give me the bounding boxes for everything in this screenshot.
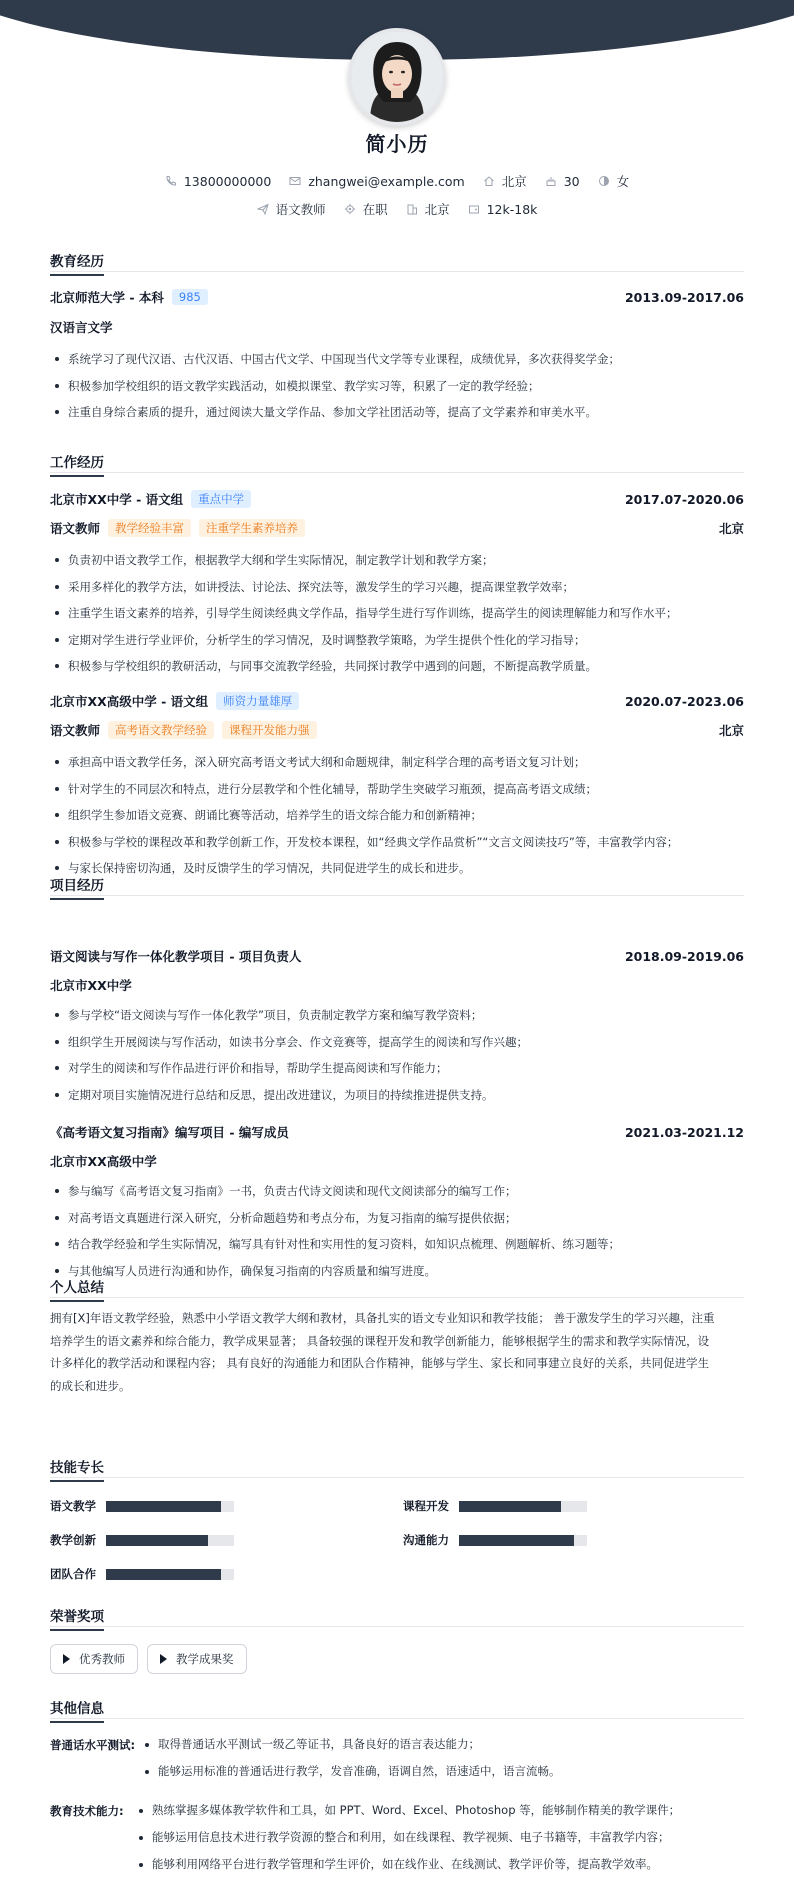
salary-item	[468, 202, 538, 217]
education-major-row	[50, 318, 744, 336]
work-1-role-row	[50, 721, 744, 739]
age-item	[545, 174, 580, 189]
list-item: 能够运用标准的普通话进行教学，发音准确，语调自然，语速适中，语言流畅。	[140, 1758, 561, 1785]
section-divider	[50, 472, 744, 473]
summary-line: 培养学生的语文素养和综合能力，教学成果显著； 具备较强的课程开发和教学创新能力，能够根据学生的需求和教学实际情况，设	[50, 1333, 710, 1348]
gender-item	[598, 172, 630, 190]
skill-item	[403, 1498, 587, 1514]
list-item: 结合教学经验和学生实际情况，编写具有针对性和实用性的复习资料，如知识点梳理、例题解析、练习题等；	[50, 1231, 750, 1258]
skill-item	[50, 1498, 234, 1514]
location-item	[483, 172, 527, 190]
award-label: 优秀教师	[79, 1652, 125, 1666]
major: 汉语言文学	[50, 320, 113, 335]
age-text: 30	[563, 173, 580, 189]
list-item: 承担高中语文教学任务，深入研究高考语文考试大纲和命题规律，制定科学合理的高考语文复习计划；	[50, 749, 750, 776]
job-intent-row	[0, 200, 794, 218]
skill-item	[50, 1532, 234, 1548]
role-tag: 注重学生素养培养	[199, 519, 305, 537]
gear-icon	[344, 203, 356, 215]
candidate-name: 简小历	[365, 132, 429, 156]
skill-bar	[459, 1535, 587, 1546]
city-item	[406, 200, 450, 218]
skill-bar	[106, 1569, 234, 1580]
email-text: zhangwei@example.com	[308, 173, 465, 189]
work-0-bullets	[50, 547, 750, 680]
section-divider	[50, 895, 744, 896]
play-icon	[63, 1654, 70, 1664]
summary-line: 计多样化的教学活动和课程内容； 具有良好的沟通能力和团队合作精神，能够与学生、家长和同事建立良好的关系，共同促进学生	[50, 1356, 710, 1370]
list-item: 熟练掌握多媒体教学软件和工具，如 PPT、Word、Excel、Photoshop 等，能够制作精美的教学课件；	[134, 1797, 680, 1824]
project-1-header	[50, 1123, 744, 1141]
list-item: 注重自身综合素质的提升，通过阅读大量文学作品、参加文学社团活动等，提高了文学素养和审美水平。	[50, 399, 750, 426]
list-item: 与家长保持密切沟通，及时反馈学生的学习情况，共同促进学生的成长和进步。	[50, 855, 750, 882]
skill-item	[403, 1532, 587, 1548]
project-org: 北京市XX中学	[50, 978, 132, 993]
wallet-icon	[468, 203, 480, 215]
phone-icon	[165, 175, 177, 187]
skill-name: 沟通能力	[403, 1533, 449, 1547]
skill-fill	[106, 1569, 221, 1580]
skill-fill	[459, 1501, 561, 1512]
list-item: 系统学习了现代汉语、古代汉语、中国古代文学、中国现当代文学等专业课程，成绩优异，多次获得奖学金；	[50, 346, 750, 373]
summary-line: 的成长和进步。	[50, 1378, 131, 1393]
award-badge	[50, 1644, 138, 1674]
section-title-other: 其他信息	[50, 1697, 104, 1717]
list-item: 定期对学生进行学业评价，分析学生的学习情况，及时调整教学策略，为学生提供个性化的学习指导；	[50, 627, 750, 654]
list-item: 定期对项目实施情况进行总结和反思，提出改进建议，为项目的持续推进提供支持。	[50, 1082, 750, 1109]
project-0-header	[50, 947, 744, 965]
skill-bar	[106, 1501, 234, 1512]
section-title-summary: 个人总结	[50, 1276, 104, 1296]
education-date: 2013.09-2017.06	[624, 289, 744, 305]
list-item: 积极参与学校组织的教研活动，与同事交流教学经验，共同探讨教学中遇到的问题，不断提高教学质量。	[50, 653, 750, 680]
section-divider	[50, 1297, 744, 1298]
skill-bar	[459, 1501, 587, 1512]
work-1-bullets	[50, 749, 750, 882]
phone-text: 13800000000	[183, 173, 272, 189]
list-item: 能够利用网络平台进行教学管理和学生评价，如在线作业、在线测试、教学评价等，提高教学效率。	[134, 1851, 680, 1878]
skill-name: 团队合作	[50, 1567, 96, 1581]
skill-fill	[106, 1501, 221, 1512]
list-item: 负责初中语文教学工作，根据教学大纲和学生实际情况，制定教学计划和教学方案；	[50, 547, 750, 574]
avatar	[348, 28, 446, 126]
building-icon	[406, 203, 418, 215]
city-text: 北京	[424, 202, 450, 217]
award-label: 教学成果奖	[176, 1652, 234, 1666]
company-name: 北京市XX高级中学 - 语文组	[50, 694, 209, 709]
contact-row	[0, 172, 794, 190]
award-badge	[147, 1644, 247, 1674]
project-0-org-row	[50, 976, 744, 994]
section-title-projects: 项目经历	[50, 874, 104, 894]
work-date: 2017.07-2020.06	[624, 491, 744, 507]
other-list	[134, 1797, 680, 1878]
company-tag: 师资力量雄厚	[216, 692, 299, 710]
skill-bar	[106, 1535, 234, 1546]
email-item	[289, 174, 464, 189]
skill-fill	[106, 1535, 208, 1546]
summary-line: 拥有[X]年语文教学经验，熟悉中小学语文教学大纲和教材，具备扎实的语文专业知识和教学技能； 善于激发学生的学习兴趣，注重	[50, 1311, 715, 1325]
work-1-header	[50, 692, 744, 710]
section-title-work: 工作经历	[50, 451, 104, 471]
list-item: 能够运用信息技术进行教学资源的整合和利用，如在线课程、教学视频、电子书籍等，丰富教学内容；	[134, 1824, 680, 1851]
play-icon	[160, 1654, 167, 1664]
position-text: 语文教师	[275, 202, 326, 217]
cake-icon	[545, 175, 557, 187]
location-text: 北京	[501, 174, 527, 189]
section-divider	[50, 1718, 744, 1719]
project-0-bullets	[50, 1002, 750, 1108]
home-icon	[483, 175, 495, 187]
role: 语文教师	[50, 521, 101, 536]
status-text: 在职	[362, 202, 388, 217]
list-item: 对学生的阅读和写作作品进行评价和指导，帮助学生提高阅读和写作能力；	[50, 1055, 750, 1082]
section-title-skills: 技能专长	[50, 1456, 104, 1476]
project-1-org-row	[50, 1152, 744, 1170]
role-tag: 高考语文教学经验	[108, 721, 214, 739]
project-title: 语文阅读与写作一体化教学项目 - 项目负责人	[50, 949, 302, 964]
send-icon	[257, 203, 269, 215]
work-0-role-row	[50, 519, 744, 537]
project-1-bullets	[50, 1178, 750, 1284]
skill-name: 教学创新	[50, 1533, 96, 1547]
mail-icon	[289, 175, 301, 187]
school-tag: 985	[172, 289, 208, 305]
skill-item	[50, 1566, 234, 1582]
salary-text: 12k-18k	[486, 201, 538, 217]
work-location: 北京	[718, 521, 744, 536]
project-org: 北京市XX高级中学	[50, 1154, 157, 1169]
section-title-honors: 荣誉奖项	[50, 1605, 104, 1625]
other-label: 普通话水平测试:	[50, 1738, 136, 1752]
section-divider	[50, 1477, 744, 1478]
company-name: 北京市XX中学 - 语文组	[50, 492, 184, 507]
education-bullets	[50, 346, 750, 426]
position-item	[257, 200, 326, 218]
skill-fill	[459, 1535, 574, 1546]
list-item: 注重学生语文素养的培养，引导学生阅读经典文学作品，指导学生进行写作训练，提高学生的阅读理解能力和写作水平；	[50, 600, 750, 627]
project-title: 《高考语文复习指南》编写项目 - 编写成员	[50, 1125, 289, 1140]
section-divider	[50, 271, 744, 272]
role-tag: 教学经验丰富	[108, 519, 191, 537]
work-0-header	[50, 490, 744, 508]
role-tag: 课程开发能力强	[222, 721, 317, 739]
work-date: 2020.07-2023.06	[624, 693, 744, 709]
skill-name: 语文教学	[50, 1499, 96, 1513]
list-item: 积极参与学校的课程改革和教学创新工作，开发校本课程，如“经典文学作品赏析”“文言文阅读技巧”等，丰富教学内容；	[50, 829, 750, 856]
gender-text: 女	[616, 174, 630, 189]
school-name: 北京师范大学 - 本科	[50, 290, 164, 305]
list-item: 对高考语文真题进行深入研究，分析命题趋势和考点分布，为复习指南的编写提供依据；	[50, 1205, 750, 1232]
education-header	[50, 288, 744, 306]
status-item	[344, 200, 388, 218]
list-item: 与其他编写人员进行沟通和协作，确保复习指南的内容质量和编写进度。	[50, 1258, 750, 1285]
list-item: 参与编写《高考语文复习指南》一书，负责古代诗文阅读和现代文阅读部分的编写工作；	[50, 1178, 750, 1205]
project-date: 2021.03-2021.12	[624, 1124, 744, 1140]
company-tag: 重点中学	[191, 490, 251, 508]
list-item: 参与学校“语文阅读与写作一体化教学”项目，负责制定教学方案和编写教学资料；	[50, 1002, 750, 1029]
project-date: 2018.09-2019.06	[624, 948, 744, 964]
other-label: 教育技术能力:	[50, 1804, 124, 1818]
gender-icon	[598, 175, 610, 187]
summary-text	[50, 1307, 744, 1397]
list-item: 针对学生的不同层次和特点，进行分层教学和个性化辅导，帮助学生突破学习瓶颈，提高高考语文成绩；	[50, 776, 750, 803]
section-divider	[50, 1626, 744, 1627]
skill-name: 课程开发	[403, 1499, 449, 1513]
list-item: 组织学生参加语文竞赛、朗诵比赛等活动，培养学生的语文综合能力和创新精神；	[50, 802, 750, 829]
work-location: 北京	[718, 723, 744, 738]
list-item: 取得普通话水平测试一级乙等证书，具备良好的语言表达能力；	[140, 1731, 561, 1758]
other-list	[140, 1731, 561, 1785]
phone-item	[165, 174, 271, 189]
role: 语文教师	[50, 723, 101, 738]
list-item: 采用多样化的教学方法，如讲授法、讨论法、探究法等，激发学生的学习兴趣，提高课堂教学效率；	[50, 574, 750, 601]
list-item: 积极参加学校组织的语文教学实践活动，如模拟课堂、教学实习等，积累了一定的教学经验；	[50, 373, 750, 400]
list-item: 组织学生开展阅读与写作活动，如读书分享会、作文竞赛等，提高学生的阅读和写作兴趣；	[50, 1029, 750, 1056]
section-title-education: 教育经历	[50, 250, 104, 270]
